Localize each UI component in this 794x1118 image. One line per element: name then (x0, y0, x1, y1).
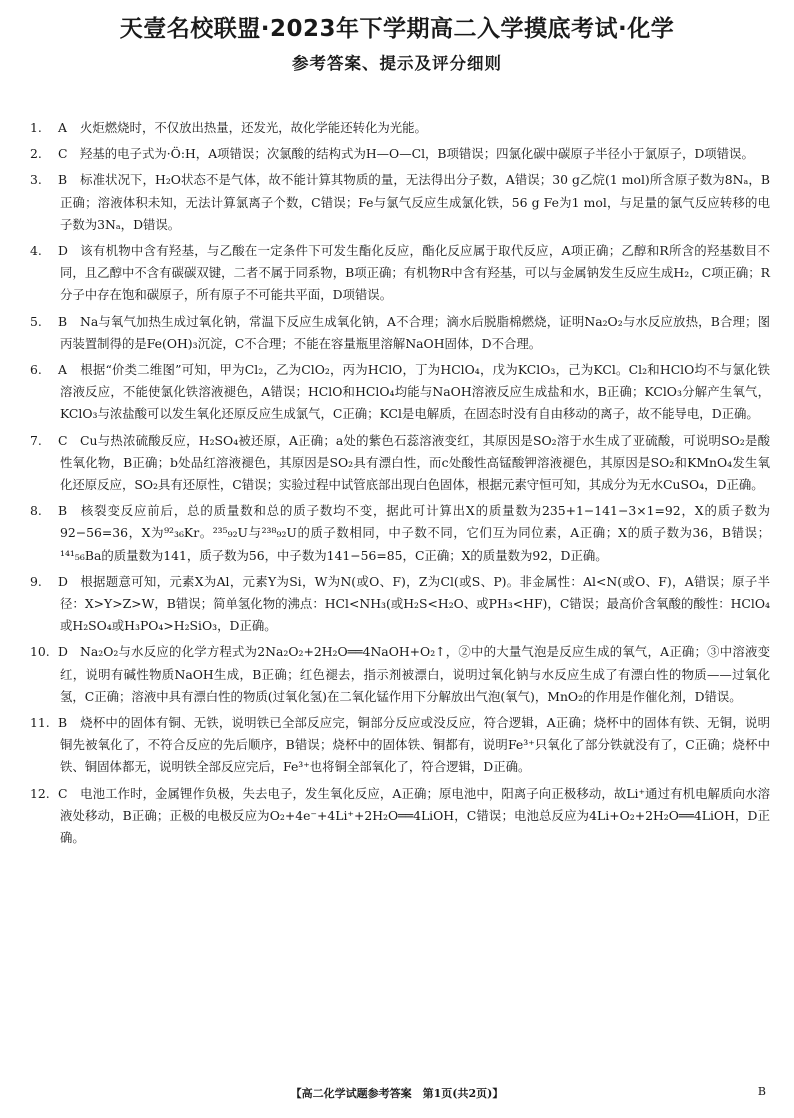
answer-item-7 (30, 430, 770, 497)
answer-item-6 (30, 359, 770, 426)
answer-choice: B (58, 503, 68, 519)
answer-number: 6. (30, 362, 42, 378)
answer-explanation: Na₂O₂与水反应的化学方程式为2Na₂O₂+2H₂O══4NaOH+O₂↑，②中的大量气泡是反应生成的氧气，A正确；③中溶液变红，说明有碱性物质NaOH生成，B正确；红色褪去，指示剂被漂白，说明过氧化钠与水反应生成了有漂白性的物质——过氧化氢，C正确；溶液中具有漂白性的物质(过氧化氢)在二氧化锰作用下分解放出气泡(氧气)，MnO₂的作用是作催化剂，D错误。 (60, 644, 770, 704)
answer-choice: D (58, 573, 68, 589)
answer-number: 3. (30, 172, 42, 188)
answer-choice: C (58, 432, 68, 448)
answer-number: 10. (30, 644, 50, 660)
answer-item-1 (30, 117, 770, 139)
answer-number: 4. (30, 243, 42, 259)
page-footer: 【高二化学试题参考答案 第1页(共2页)】 (290, 1087, 504, 1100)
answer-number: 7. (30, 432, 42, 448)
answer-explanation: 烧杯中的固体有铜、无铁，说明铁已全部反应完，铜部分反应或没反应，符合逻辑，A正确；烧杯中的固体有铁、无铜，说明铜先被氧化了，不符合反应的先后顺序，B错误；烧杯中的固体铁、铜都有，说明Fe³⁺只氧化了部分铁就没有了，C正确；烧杯中铁、铜固体都无，说明铁全部反应完后，Fe³⁺也将铜全部氧化了，符合逻辑，D正确。 (60, 715, 770, 775)
answer-item-5 (30, 311, 770, 355)
answer-choice: C (58, 146, 68, 162)
answer-choice: B (58, 715, 68, 731)
answer-explanation: 根据“价类二维图”可知，甲为Cl₂，乙为ClO₂，丙为HClO，丁为HClO₄，戊为KClO₃，己为KCl。Cl₂和HClO均不与氯化铁溶液反应，不能使氯化铁溶液褪色，A错误；HClO和HClO₄均能与NaOH溶液反应生成盐和水，B正确；KClO₃分解产生氧气，KClO₃与浓盐酸可以发生氧化还原反应生成氯气，C正确；KCl是电解质，在固态时没有自由移动的离子，故不能导电，D正确。 (60, 362, 770, 422)
answer-item-3 (30, 169, 770, 236)
answer-number: 11. (30, 715, 50, 731)
answer-number: 12. (30, 785, 50, 801)
answer-choice: B (58, 313, 68, 329)
page-subtitle: 参考答案、提示及评分细则 (292, 54, 502, 73)
answer-list (30, 117, 770, 853)
answer-item-9 (30, 571, 770, 638)
answer-explanation: 火炬燃烧时，不仅放出热量，还发光，故化学能还转化为光能。 (80, 120, 427, 135)
version-mark: B (757, 1085, 766, 1098)
answer-explanation: Na与氧气加热生成过氧化钠，常温下反应生成氧化钠，A不合理；滴水后脱脂棉燃烧，证明Na₂O₂与水反应放热，B合理；图丙装置制得的是Fe(OH)₃沉淀，C不合理；不能在容量瓶里溶解NaOH固体，D不合理。 (60, 313, 770, 351)
answer-item-10 (30, 641, 770, 708)
answer-explanation: 标准状况下，H₂O状态不是气体，故不能计算其物质的量，无法得出分子数，A错误；30 g乙烷(1 mol)所含原子数为8Nₐ，B正确；溶液体积未知，无法计算氯离子个数，C错误；Fe与氯气反应生成氯化铁，56 g Fe为1 mol，与足量的氯气反应转移的电子数为3Nₐ，D错误。 (60, 172, 770, 232)
answer-number: 8. (30, 503, 42, 519)
answer-item-8 (30, 500, 770, 567)
answer-number: 1. (30, 120, 42, 135)
answer-explanation: 电池工作时，金属锂作负极，失去电子，发生氧化反应，A正确；原电池中，阳离子向正极移动，故Li⁺通过有机电解质向水溶液处移动，B正确；正极的电极反应为O₂+4e⁻+4Li⁺+2H₂O══4LiOH，C错误；电池总反应为4Li+O₂+2H₂O══4LiOH，D正确。 (60, 785, 770, 846)
answer-choice: D (58, 243, 68, 259)
answer-choice: C (58, 785, 68, 801)
answer-item-2 (30, 143, 770, 165)
answer-number: 9. (30, 573, 42, 589)
answer-item-4 (30, 240, 770, 307)
answer-item-11 (30, 712, 770, 779)
answer-choice: A (58, 120, 67, 135)
answer-choice: B (58, 172, 68, 188)
answer-number: 2. (30, 146, 42, 162)
answer-explanation: 羟基的电子式为·Ö:H，A项错误；次氯酸的结构式为H—O—Cl，B项错误；四氯化碳中碳原子半径小于氯原子，D项错误。 (80, 146, 754, 162)
answer-number: 5. (30, 313, 42, 329)
answer-item-12 (30, 783, 770, 850)
answer-choice: D (58, 644, 68, 660)
answer-choice: A (58, 362, 67, 378)
answer-explanation: 根据题意可知，元素X为Al，元素Y为Si，W为N(或O、F)，Z为Cl(或S、P)。非金属性：Al<N(或O、F)，A错误；原子半径：X>Y>Z>W，B错误；简单氢化物的沸点：HCl<NH₃(或H₂S<H₂O、或PH₃<HF)，C错误；最高价含氧酸的酸性：HClO₄或H₂SO₄或H₃PO₄>H₂SiO₃，D正确。 (60, 573, 770, 634)
answer-explanation: 核裂变反应前后，总的质量数和总的质子数均不变，据此可计算出X的质量数为235+1−141−3×1=92，X的质子数为92−56=36，X为⁹²₃₆Kr。²³⁵₉₂U与²³⁸₉₂U的质子数相同，中子数不同，它们互为同位素，A正确；X的质子数为36，B错误；¹⁴¹₅₆Ba的质量数为141，质子数为56，中子数为141−56=85，C正确；X的质量数为92，D正确。 (60, 503, 770, 563)
answer-explanation: 该有机物中含有羟基，与乙酸在一定条件下可发生酯化反应，酯化反应属于取代反应，A项正确；乙醇和R所含的羟基数目不同，且乙醇中不含有碳碳双键，二者不属于同系物，B项正确；有机物R中含有羟基，可以与金属钠发生反应生成H₂，C项正确；R分子中存在饱和碳原子，所有原子不可能共平面，D项错误。 (60, 243, 770, 303)
answer-explanation: Cu与热浓硫酸反应，H₂SO₄被还原，A正确；a处的紫色石蕊溶液变红，其原因是SO₂溶于水生成了亚硫酸，可说明SO₂是酸性氧化物，B正确；b处品红溶液褪色，其原因是SO₂具有漂白性，而c处酸性高锰酸钾溶液褪色，其原因是SO₂和KMnO₄发生氧化还原反应，SO₂具有还原性，C错误；实验过程中试管底部出现白色固体，根据元素守恒可知，其成分为无水CuSO₄，D正确。 (60, 432, 770, 493)
page-title: 天壹名校联盟·2023年下学期高二入学摸底考试·化学 (119, 16, 675, 42)
